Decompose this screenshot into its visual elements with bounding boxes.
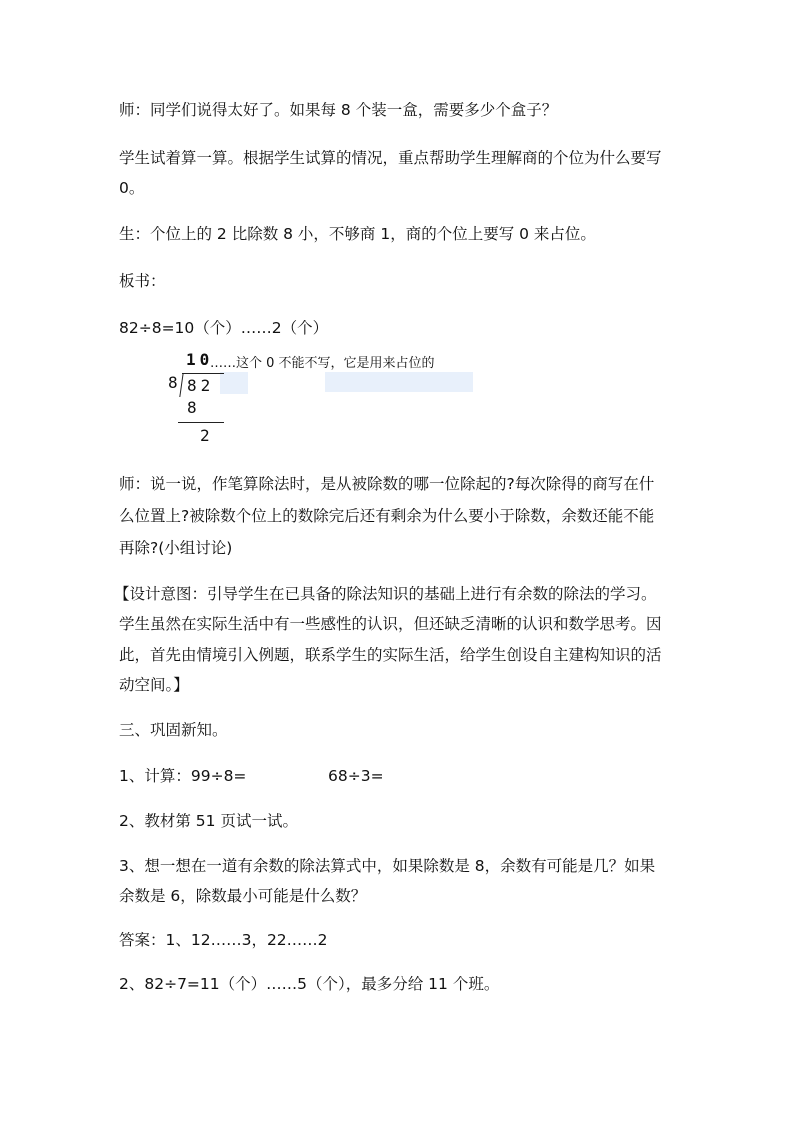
division-divisor: 8 — [168, 373, 178, 392]
section-heading-consolidate: 三、巩固新知。 — [119, 721, 228, 739]
answer-line-1: 答案：1、12……3，22……2 — [119, 931, 328, 949]
paragraph-board-label: 板书： — [119, 272, 166, 290]
division-bar — [182, 373, 224, 374]
paragraph-student-try-1: 学生试着算一算。根据学生试算的情况，重点帮助学生理解商的个位为什么要写 — [119, 149, 662, 167]
exercise-2: 2、教材第 51 页试一试。 — [119, 812, 298, 830]
paragraph-discussion-1: 师：说一说，作笔算除法时，是从被除数的哪一位除起的?每次除得的商写在什 — [119, 475, 655, 493]
paragraph-equation: 82÷8=10（个）……2（个） — [119, 319, 329, 337]
highlight-mark — [325, 372, 473, 392]
division-bracket — [179, 373, 183, 397]
paragraph-design-intent-2: 学生虽然在实际生活中有一些感性的认识，但还缺乏清晰的认识和数学思考。因 — [119, 615, 662, 633]
division-subtract-line — [178, 422, 224, 423]
paragraph-teacher-question: 师：同学们说得太好了。如果每 8 个装一盒，需要多少个盒子？ — [119, 101, 558, 119]
answer-line-2: 2、82÷7=11（个）……5（个），最多分给 11 个班。 — [119, 975, 500, 993]
exercise-3-line-1: 3、想一想在一道有余数的除法算式中，如果除数是 8，余数有可能是几？如果 — [119, 857, 656, 875]
division-subtrahend: 8 — [187, 398, 197, 417]
paragraph-design-intent-1: 【设计意图：引导学生在已具备的除法知识的基础上进行有余数的除法的学习。 — [114, 585, 657, 603]
paragraph-student-answer: 生：个位上的 2 比除数 8 小，不够商 1，商的个位上要写 0 来占位。 — [119, 225, 596, 243]
exercise-1-a: 1、计算：99÷8= — [119, 767, 247, 785]
division-note: ……这个 0 不能不写，它是用来占位的 — [210, 356, 435, 371]
division-dividend: 82 — [187, 376, 215, 395]
paragraph-student-try-2: 0。 — [119, 179, 145, 197]
paragraph-design-intent-3: 此，首先由情境引入例题，联系学生的实际生活，给学生创设自主建构知识的活 — [119, 646, 662, 664]
exercise-3-line-2: 余数是 6，除数最小可能是什么数？ — [119, 887, 367, 905]
long-division-figure — [160, 346, 490, 450]
paragraph-discussion-3: 再除?(小组讨论) — [119, 539, 233, 557]
division-quotient: 10 — [186, 350, 214, 369]
paragraph-discussion-2: 么位置上?被除数个位上的数除完后还有剩余为什么要小于除数，余数还能不能 — [119, 507, 655, 525]
highlight-mark — [220, 372, 248, 394]
exercise-1-b: 68÷3= — [328, 767, 384, 785]
paragraph-design-intent-4: 动空间。】 — [119, 676, 189, 694]
division-remainder: 2 — [200, 426, 210, 445]
